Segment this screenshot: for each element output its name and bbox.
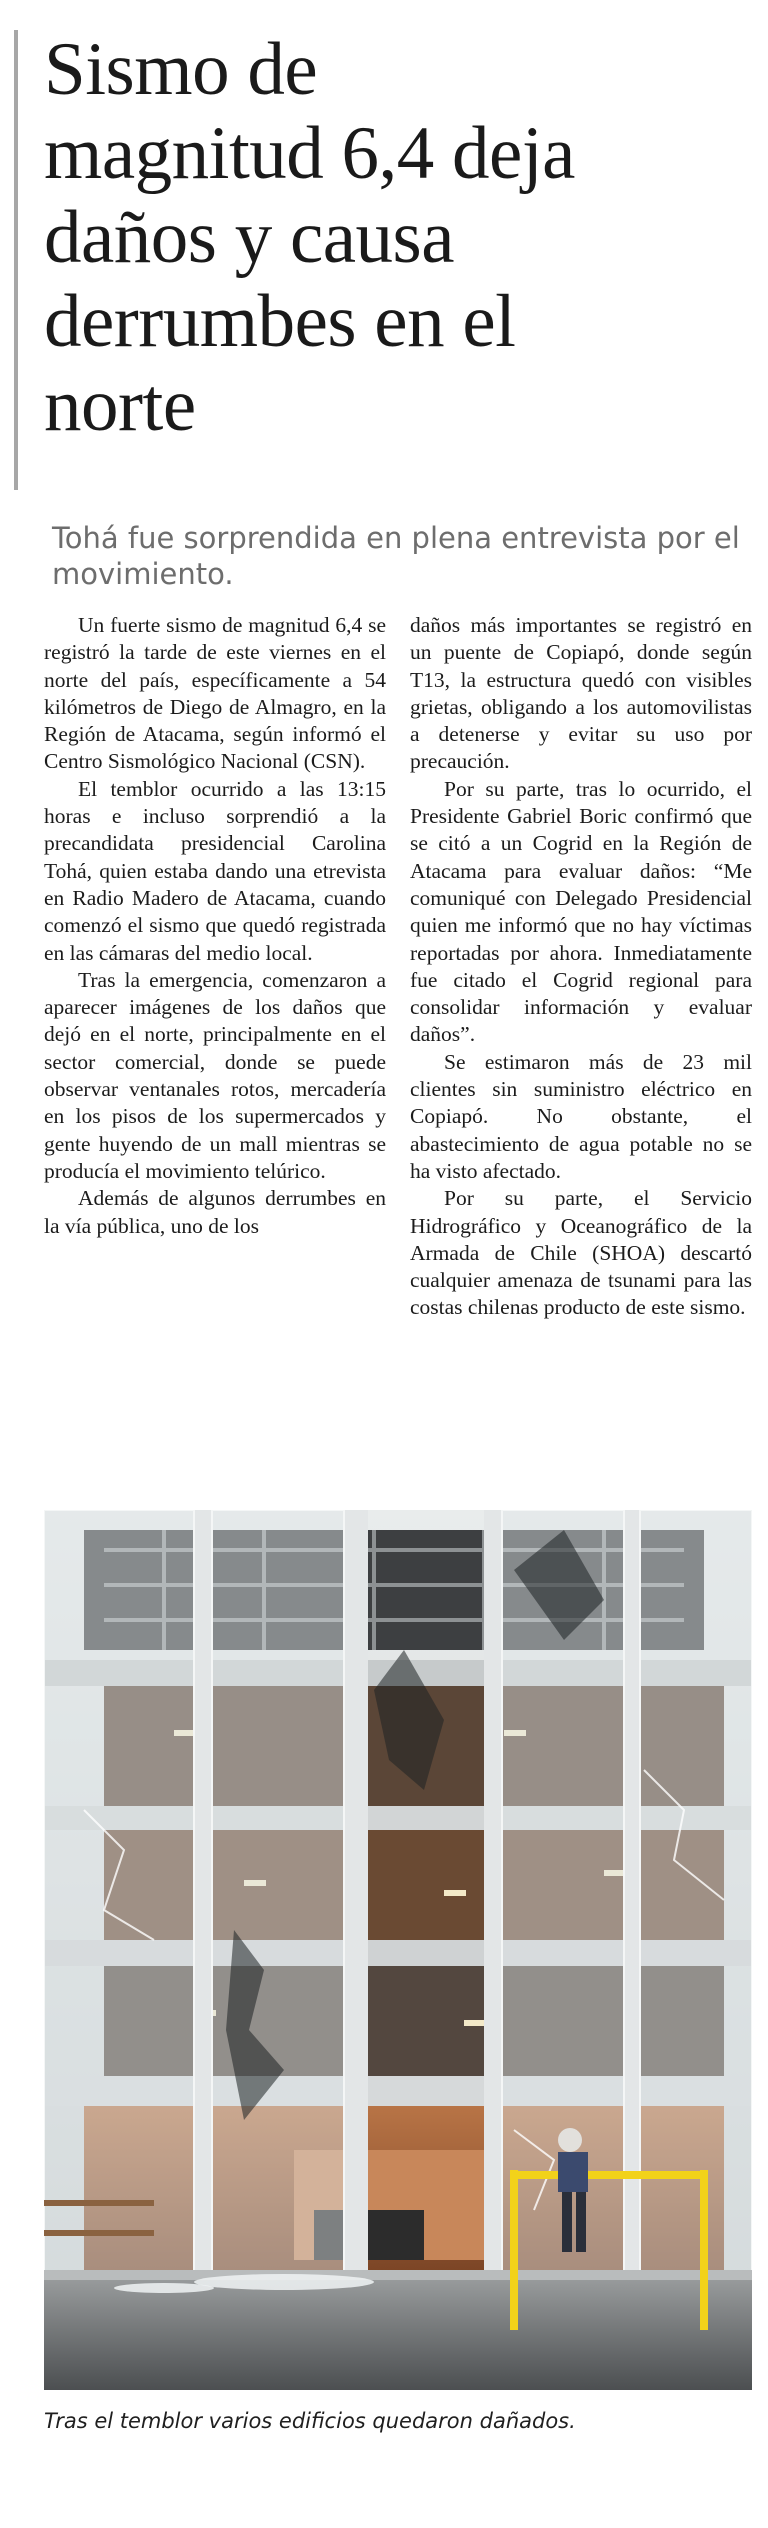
headline-line: derrumbes en el (44, 280, 516, 363)
headline-line: daños y causa (44, 196, 455, 279)
headline-line: Sismo de (44, 28, 318, 111)
headline (44, 28, 754, 448)
headline-side-rule (14, 30, 18, 490)
headline-line: norte (44, 364, 196, 447)
paragraph: Además de algunos derrumbes en la vía pública, uno de los (44, 1186, 386, 1238)
headline-line: magnitud 6,4 deja (44, 112, 575, 195)
article-column-left (44, 612, 386, 1240)
article-column-right (410, 612, 752, 1322)
paragraph: Por su parte, tras lo ocurrido, el Presidente Gabriel Boric confirmó que se citó a un Cogrid en la Región de Atacama para evaluar daños: “Me comuniqué con Delegado Presidencial quien me informó que no hay víctimas reportadas por ahora. Inmediatamente fue citado el Cogrid regional para consolidar información y evaluar daños”. (410, 776, 752, 1047)
paragraph: El temblor ocurrido a las 13:15 horas e incluso sorprendió a la precandidata presidencial Carolina Tohá, quien estaba dando una etrevista en Radio Madero de Atacama, cuando comenzó el sismo que quedó registrada en las cámaras del medio local. (44, 776, 386, 965)
subheadline: Tohá fue sorprendida en plena entrevista por el movimiento. (52, 521, 740, 591)
paragraph: Por su parte, el Servicio Hidrográfico y Oceanográfico de la Armada de Chile (SHOA) descartó cualquier amenaza de tsunami para las costas chilenas producto de este sismo. (410, 1186, 752, 1320)
paragraph: Se estimaron más de 23 mil clientes sin suministro eléctrico en Copiapó. No obstante, el abastecimiento de agua potable no se ha visto afectado. (410, 1049, 752, 1183)
paragraph: Un fuerte sismo de magnitud 6,4 se registró la tarde de este viernes en el norte del país, específicamente a 54 kilómetros de Diego de Almagro, en la Región de Atacama, según informó el Centro Sismológico Nacional (CSN). (44, 613, 386, 774)
damaged-building-illustration (44, 1510, 752, 2390)
photo-caption: Tras el temblor varios edificios quedaron dañados. (44, 2409, 576, 2433)
paragraph: daños más importantes se registró en un puente de Copiapó, donde según T13, la estructura quedó con visibles grietas, obligando a los automovilistas a detenerse y evitar su uso por precaución. (410, 613, 752, 774)
paragraph: Tras la emergencia, comenzaron a aparecer imágenes de los daños que dejó en el norte, principalmente en el sector comercial, donde se puede observar ventanales rotos, mercadería en los pisos de los supermercados y gente huyendo de un mall mientras se producía el movimiento telúrico. (44, 967, 386, 1183)
article-photo (44, 1510, 752, 2390)
